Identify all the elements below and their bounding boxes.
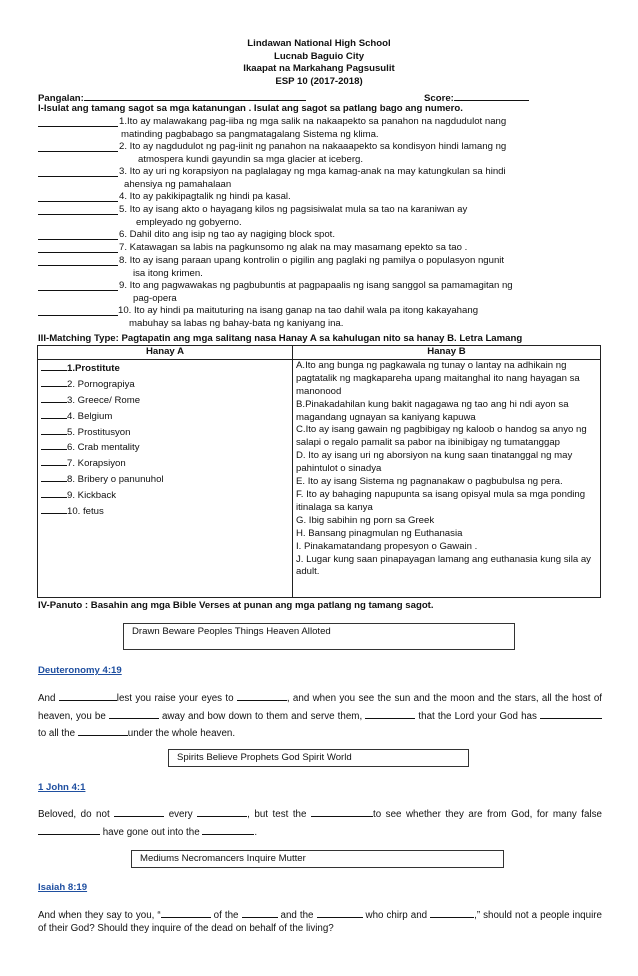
column-b-items <box>293 359 601 597</box>
verse-text: And <box>38 693 59 704</box>
verse-answer-blank[interactable] <box>202 824 254 835</box>
column-a-term: 4. Belgium <box>67 410 113 422</box>
column-a-item <box>41 360 289 376</box>
question-text: 5. Ito ay isang akto o hayagang kilos ng pagsisiwalat mula sa tao na karaniwan ay <box>119 204 468 215</box>
reference-deuteronomy[interactable]: Deuteronomy 4:19 <box>38 665 122 676</box>
verse-text: under the whole heaven. <box>127 728 236 739</box>
verse-isaiah <box>38 907 602 935</box>
question-text-continued: mabuhay sa labas ng bahay-bata ng kaniyang ina. <box>129 317 344 329</box>
verse-text: to see whether they are from God, for many false <box>372 809 603 820</box>
part3-instruction: III-Matching Type: Pagtapatin ang mga salitang nasa Hanay A sa kahulugan nito sa hanay B. Letra Lamang <box>38 333 523 344</box>
name-label: Pangalan: <box>38 93 84 104</box>
column-a-item <box>41 487 289 503</box>
question-text-continued: matinding pagbabago sa pangmatagalang Sistema ng klima. <box>121 128 379 140</box>
reference-isaiah[interactable]: Isaiah 8:19 <box>38 882 88 893</box>
question-text: 9. Ito ang pagwawakas ng pagbubuntis at pagpapaalis ng isang sanggol sa pamamagitan ng <box>119 280 513 291</box>
verse-text: ,” should not a people inquire of their God? Should they inquire of the dead on behalf of the living? <box>38 910 602 934</box>
column-b-definition: A.Ito ang bunga ng pagkawala ng tunay o lantay na adhikain ng pagtatalik ng magkapareha upang maitanghal ito nang hayagan sa manonood <box>296 359 580 397</box>
verse-answer-blank[interactable] <box>78 725 128 736</box>
exam-title: Ikaapat na Markahang Pagsusulit <box>243 63 395 74</box>
match-answer-blank[interactable] <box>41 455 67 466</box>
column-a-term: 9. Kickback <box>67 490 117 502</box>
column-b-definition: I. Pinakamatandang propesyon o Gawain . <box>296 540 478 552</box>
column-a-item <box>41 408 289 424</box>
verse-text: Beloved, do not <box>38 809 115 820</box>
column-a-term: 2. Pornograpiya <box>67 378 135 390</box>
verse-text: of the <box>210 910 242 921</box>
column-a-item <box>41 424 289 440</box>
match-answer-blank[interactable] <box>41 392 67 403</box>
column-b-definition: E. Ito ay isang Sistema ng pagnanakaw o pagbubulsa ng pera. <box>296 476 563 488</box>
match-answer-blank[interactable] <box>41 424 67 435</box>
verse-answer-blank[interactable] <box>38 824 100 835</box>
column-b-definition: D. Ito ay isang uri ng aborsiyon na kung saan tinatanggal ng may pahintulot o sinadya <box>296 450 573 475</box>
reference-1john[interactable]: 1 John 4:1 <box>38 782 86 793</box>
word-box-text: Spirits Believe Prophets God Spirit World <box>177 752 352 763</box>
answer-blank[interactable] <box>38 255 118 266</box>
word-box-text: Drawn Beware Peoples Things Heaven Alloted <box>132 626 331 637</box>
verse-text: And when they say to you, “ <box>38 910 161 921</box>
verse-answer-blank[interactable] <box>237 690 287 701</box>
verse-answer-blank[interactable] <box>540 708 602 719</box>
column-a-item <box>41 376 289 392</box>
answer-blank[interactable] <box>38 204 118 215</box>
verse-text: lest you raise your eyes to <box>116 693 237 704</box>
match-answer-blank[interactable] <box>41 487 67 498</box>
question-text: 8. Ito ay isang paraan upang kontrolin o pigilin ang paglaki ng pamilya o populasyon ngunit <box>119 255 505 266</box>
column-a-items <box>38 359 293 597</box>
answer-blank[interactable] <box>38 141 118 152</box>
matching-table <box>37 345 601 598</box>
column-a-term: 6. Crab mentality <box>67 442 140 454</box>
verse-text: have gone out into the <box>100 826 203 838</box>
verse-deuteronomy <box>38 690 602 743</box>
answer-blank[interactable] <box>38 191 118 202</box>
verse-answer-blank[interactable] <box>311 806 373 817</box>
answer-blank[interactable] <box>38 305 118 316</box>
word-box-isaiah <box>131 850 504 868</box>
question-text-continued: atmospera kundi gayundin sa mga glacier at iceberg. <box>138 153 364 165</box>
answer-blank[interactable] <box>38 242 118 253</box>
verse-answer-blank[interactable] <box>430 907 474 918</box>
column-b-definition: J. Lugar kung saan pinapayagan lamang ang euthanasia kung sila ay adult. <box>296 553 591 578</box>
verse-answer-blank[interactable] <box>161 907 211 918</box>
column-b-definition: F. Ito ay bahaging napupunta sa isang opisyal mula sa mga ponding itinalaga sa kanya <box>296 488 586 513</box>
answer-blank[interactable] <box>38 229 118 240</box>
verse-text: , and when you see the sun and the moon and the stars, all the host of heaven, you be <box>38 693 603 722</box>
verse-answer-blank[interactable] <box>114 806 164 817</box>
column-a-term: 5. Prostitusyon <box>67 426 131 438</box>
document-header <box>0 38 638 88</box>
question-text: 6. Dahil dito ang isip ng tao ay nagiging block spot. <box>119 229 335 240</box>
word-box-text: Mediums Necromancers Inquire Mutter <box>140 853 306 864</box>
question-text: 2. Ito ay nagdudulot ng pag-iinit ng panahon na nakaaapekto sa kondisyon hindi lamang ng <box>119 141 507 152</box>
column-a-item <box>41 503 289 519</box>
match-answer-blank[interactable] <box>41 471 67 482</box>
word-box-1john <box>168 749 469 767</box>
verse-1john <box>38 806 602 841</box>
part1-instruction: I-Isulat ang tamang sagot sa mga katanungan . Isulat ang sagot sa patlang bago ang numero. <box>38 103 463 114</box>
question-text-continued: pag-opera <box>133 292 177 304</box>
question-text-continued: isa itong krimen. <box>133 267 203 279</box>
verse-answer-blank[interactable] <box>109 708 159 719</box>
verse-text: to all the <box>38 728 78 739</box>
match-answer-blank[interactable] <box>41 503 67 514</box>
column-a-item <box>41 471 289 487</box>
column-a-item <box>41 439 289 455</box>
question-text: 1.Ito ay malawakang pag-iiba ng mga salik na nakaapekto sa panahon na nagdudulot nang <box>119 116 507 127</box>
name-blank[interactable] <box>84 90 306 101</box>
word-box-deuteronomy <box>123 623 515 650</box>
column-a-item <box>41 392 289 408</box>
answer-blank[interactable] <box>38 116 118 127</box>
verse-answer-blank[interactable] <box>59 690 117 701</box>
column-b-definition: H. Bansang pinagmulan ng Euthanasia <box>296 527 463 539</box>
column-a-item <box>41 455 289 471</box>
answer-blank[interactable] <box>38 280 118 291</box>
column-a-term: 8. Bribery o panunuhol <box>67 474 164 486</box>
match-answer-blank[interactable] <box>41 439 67 450</box>
column-b-definition: G. Ibig sabihin ng porn sa Greek <box>296 514 435 526</box>
score-blank[interactable] <box>454 90 529 101</box>
verse-text: . <box>254 826 258 838</box>
verse-text: away and bow down to them and serve them, <box>158 710 366 722</box>
column-b-definition: B.Pinakadahilan kung bakit nagagawa ng tao ang hi ndi ayon sa magandang ugnayan sa kaniyang kapuwa <box>296 398 569 423</box>
part4-instruction: IV-Panuto : Basahin ang mga Bible Verses at punan ang mga patlang ng tamang sagot. <box>38 600 434 611</box>
verse-text: , but test the <box>247 809 311 820</box>
verse-answer-blank[interactable] <box>317 907 363 918</box>
verse-answer-blank[interactable] <box>365 708 415 719</box>
verse-answer-blank[interactable] <box>197 806 247 817</box>
match-answer-blank[interactable] <box>41 360 67 371</box>
column-a-header: Hanay A <box>38 346 293 360</box>
column-a-term: 10. fetus <box>67 506 104 518</box>
question-text-continued: empleyado ng gobyerno. <box>136 216 242 228</box>
column-a-term: 3. Greece/ Rome <box>67 394 141 406</box>
score-label: Score: <box>424 93 454 104</box>
column-b-header: Hanay B <box>293 346 601 360</box>
school-city: Lucnab Baguio City <box>273 50 365 62</box>
column-b-definition: C.Ito ay isang gawain ng pagbibigay ng kaloob o handog sa anyo ng salapi o regalo pamalit sa pabor na ibinibigay ng tumatanggap <box>296 424 587 449</box>
column-a-term: 1.Prostitute <box>67 362 120 374</box>
verse-text: who chirp and <box>362 910 431 921</box>
question-text: 7. Katawagan sa labis na pagkunsomo ng alak na may masamang epekto sa tao . <box>119 242 468 253</box>
column-a-term: 7. Korapsiyon <box>67 458 126 470</box>
subject-year: ESP 10 (2017-2018) <box>275 75 363 87</box>
school-name: Lindawan National High School <box>247 38 391 49</box>
question-text: 4. Ito ay pakikipagtalik ng hindi pa kasal. <box>119 191 291 202</box>
question-text-continued: ahensiya ng pamahalaan <box>124 178 232 190</box>
match-answer-blank[interactable] <box>41 376 67 387</box>
verse-text: every <box>164 809 198 820</box>
match-answer-blank[interactable] <box>41 408 67 419</box>
question-text: 10. Ito ay hindi pa maituturing na isang ganap na tao dahil wala pa itong kakayahang <box>118 305 479 316</box>
answer-blank[interactable] <box>38 166 118 177</box>
verse-text: and the <box>277 910 317 921</box>
verse-text: that the Lord your God has <box>415 710 540 722</box>
question-text: 3. Ito ay uri ng korapsiyon na paglalagay ng mga kamag-anak na may katungkulan sa hindi <box>119 166 506 177</box>
verse-answer-blank[interactable] <box>242 907 278 918</box>
